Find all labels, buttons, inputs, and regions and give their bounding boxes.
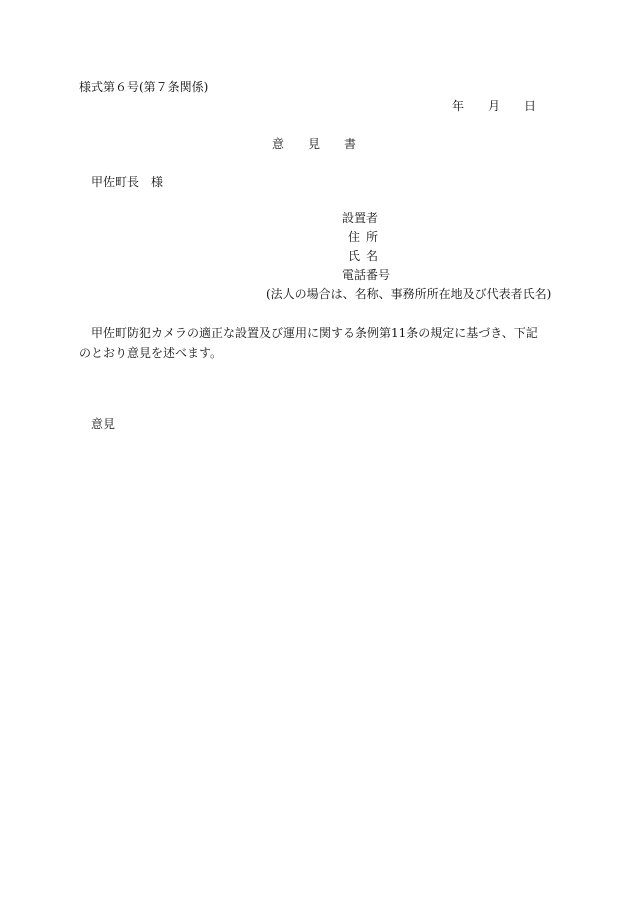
addressee [91,176,163,188]
date-year-label: 年 [452,99,465,113]
title-char-2: 見 [308,137,321,151]
installer-name-label [348,250,378,262]
address-label-char-2: 所 [366,230,379,244]
date-month-label: 月 [488,99,501,113]
installer-label: 設置者 [342,211,379,225]
addressee-name: 甲佐町長 [91,175,140,189]
body-paragraph: 甲佐町防犯カメラの適正な設置及び運用に関する条例第11条の規定に基づき、下記のとおり意見を述べます。 [79,326,538,360]
date-line [452,100,536,112]
opinion-label: 意見 [91,417,116,431]
corporation-note: (法人の場合は、名称、事務所所在地及び代表者氏名) [266,287,552,301]
installer-address-label [348,231,378,243]
document-title [272,138,356,150]
name-label-char-1: 氏 [348,249,361,263]
title-char-1: 意 [272,137,285,151]
name-label-char-2: 名 [366,249,379,263]
title-char-3: 書 [344,137,357,151]
addressee-honorific: 様 [151,175,164,189]
installer-phone-label: 電話番号 [342,268,391,282]
address-label-char-1: 住 [348,230,361,244]
date-day-label: 日 [524,99,537,113]
form-number: 様式第６号(第７条関係) [79,80,209,94]
